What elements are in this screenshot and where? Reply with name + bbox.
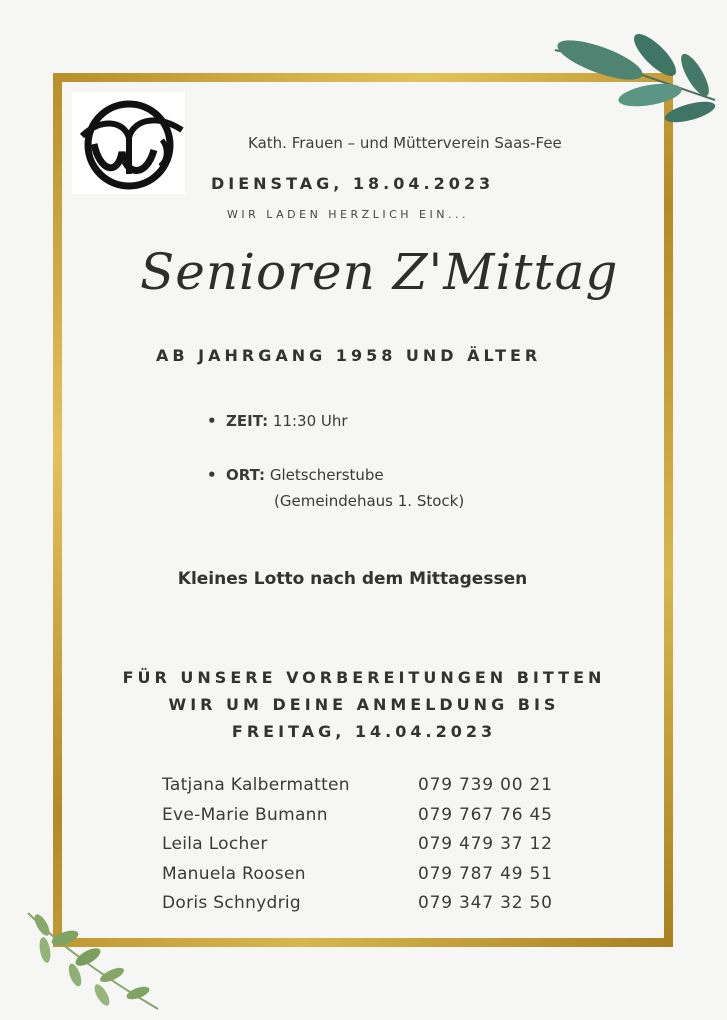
contact-row (162, 775, 553, 805)
eucalyptus-leaves-icon (545, 30, 727, 130)
contact-row (162, 864, 553, 894)
contact-name: Tatjana Kalbermatten (162, 775, 350, 795)
detail-time (207, 412, 348, 430)
contact-phone: 079 787 49 51 (418, 863, 553, 884)
event-title: Senioren Z'Mittag (140, 243, 619, 301)
contact-row (162, 805, 553, 835)
location-extra: (Gemeindehaus 1. Stock) (274, 492, 465, 510)
audience-text: AB JAHRGANG 1958 UND ÄLTER (156, 346, 542, 365)
registration-line: WIR UM DEINE ANMELDUNG BIS (168, 695, 560, 714)
contact-name: Manuela Roosen (162, 863, 306, 884)
event-date: DIENSTAG, 18.04.2023 (211, 174, 495, 193)
activity-text: Kleines Lotto nach dem Mittagessen (177, 569, 528, 589)
association-logo-icon (72, 92, 185, 194)
contact-phone: 079 739 00 21 (418, 775, 553, 795)
contact-name: Doris Schnydrig (162, 893, 302, 913)
detail-value: Gletscherstube (269, 466, 384, 484)
registration-line: FREITAG, 14.04.2023 (231, 722, 497, 741)
contact-row (162, 834, 553, 864)
detail-label: ZEIT: (226, 412, 269, 430)
detail-value: 11:30 Uhr (272, 412, 348, 430)
bullet-icon: • (207, 412, 217, 430)
detail-location (207, 466, 384, 484)
bullet-icon: • (207, 466, 217, 484)
detail-label: ORT: (226, 466, 266, 484)
contact-name: Eve-Marie Bumann (162, 804, 328, 825)
registration-line: FÜR UNSERE VORBEREITUNGEN BITTEN (122, 668, 606, 687)
contact-phone: 079 767 76 45 (418, 804, 553, 825)
contact-phone: 079 479 37 12 (418, 834, 553, 854)
contact-row (162, 893, 553, 923)
contact-list (162, 775, 553, 923)
olive-branch-icon (20, 905, 165, 1015)
registration-notice (90, 664, 638, 745)
contact-phone: 079 347 32 50 (418, 893, 553, 913)
invitation-text: WIR LADEN HERZLICH EIN... (227, 208, 469, 221)
contact-name: Leila Locher (162, 834, 268, 854)
organizer-name: Kath. Frauen – und Mütterverein Saas-Fee (248, 134, 562, 152)
